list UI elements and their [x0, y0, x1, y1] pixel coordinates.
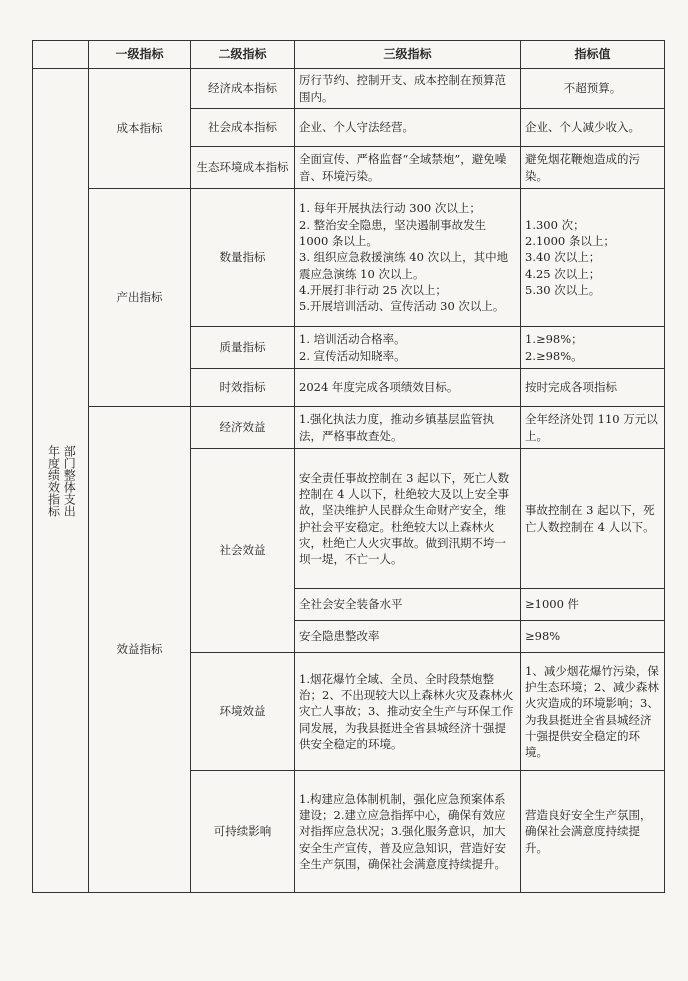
cost-social-value: 企业、个人减少收入。	[521, 109, 665, 147]
cost-social-level2: 社会成本指标	[191, 109, 295, 147]
benefit-sustain-level2: 可持续影响	[191, 771, 295, 893]
list-item: 3. 组织应急救援演练 40 次以上，其中地震应急演练 10 次以上。	[299, 250, 509, 281]
benefit-economic-level3: 1.强化执法力度，推动乡镇基层监管执法，严格事故查处。	[295, 407, 521, 449]
benefit-level1: 效益指标	[89, 407, 191, 893]
header-level1: 一级指标	[89, 41, 191, 69]
list-item: 5.30 次以上。	[525, 282, 601, 297]
list-item: 1.300 次；	[525, 217, 585, 232]
benefit-social-value: 事故控制在 3 起以下，死亡人数控制在 4 人以下。	[521, 449, 665, 589]
output-quantity-value	[521, 189, 665, 327]
output-quality-level3	[295, 327, 521, 369]
cost-eco-level2: 生态环境成本指标	[191, 147, 295, 189]
benefit-equipment-value: ≥1000 件	[521, 589, 665, 621]
list-item: 2. 宣传活动知晓率。	[299, 348, 406, 363]
output-quality-level2: 质量指标	[191, 327, 295, 369]
output-timeliness-value: 按时完成各项指标	[521, 369, 665, 407]
cost-eco-level3: 全面宣传、严格监督“全域禁炮”，避免噪音、环境污染。	[295, 147, 521, 189]
cost-eco-value: 避免烟花鞭炮造成的污染。	[521, 147, 665, 189]
benefit-sustain-level3: 1.构建应急体制机制，强化应急预案体系建设；2.建立应急指挥中心，确保有效应对指挥应急状况；3.强化服务意识，加大安全生产宣传，普及应急知识，营造好安全生产氛围，确保社会满意度持续提升。	[295, 771, 521, 893]
list-item: 1.≥98%；	[525, 332, 583, 347]
side-label-b: 年度绩效指标	[46, 444, 61, 517]
benefit-hazard-value: ≥98%	[521, 621, 665, 653]
output-timeliness-level3: 2024 年度完成各项绩效目标。	[295, 369, 521, 407]
list-item: 1. 每年开展执法行动 300 次以上；	[299, 201, 481, 216]
table-row	[33, 407, 665, 449]
list-item: 3.40 次以上；	[525, 250, 601, 265]
output-quantity-level3	[295, 189, 521, 327]
cost-economic-level3: 厉行节约、控制开支、成本控制在预算范围内。	[295, 69, 521, 109]
cost-level1: 成本指标	[89, 69, 191, 189]
header-level2: 二级指标	[191, 41, 295, 69]
header-blank	[33, 41, 89, 69]
list-item: 4.25 次以上；	[525, 266, 601, 281]
list-item: 2. 整治安全隐患，坚决遏制事故发生 1000 条以上。	[299, 217, 487, 248]
cost-economic-value: 不超预算。	[521, 69, 665, 109]
header-row	[33, 41, 665, 69]
benefit-env-value: 1、减少烟花爆竹污染，保护生态环境；2、减少森林火灾造成的环境影响；3、为我县挺进全省县城经济十强提供安全稳定的环境。	[521, 653, 665, 771]
benefit-economic-value: 全年经济处罚 110 万元以上。	[521, 407, 665, 449]
table-row	[33, 189, 665, 327]
table-row	[33, 69, 665, 109]
side-label-cell	[33, 69, 89, 893]
list-item: 1. 培训活动合格率。	[299, 332, 406, 347]
list-item: 2.1000 条以上；	[525, 234, 615, 248]
list-item: 5.开展培训活动、宣传活动 30 次以上。	[299, 299, 505, 314]
benefit-social-level2: 社会效益	[191, 449, 295, 653]
side-label-a: 部门整体支出	[62, 444, 77, 517]
list-item: 4.开展打非行动 25 次以上；	[299, 282, 447, 297]
benefit-economic-level2: 经济效益	[191, 407, 295, 449]
output-quantity-level2: 数量指标	[191, 189, 295, 327]
benefit-sustain-value: 营造良好安全生产氛围，确保社会满意度持续提升。	[521, 771, 665, 893]
performance-indicator-table	[32, 40, 665, 893]
output-quality-value	[521, 327, 665, 369]
benefit-hazard-level3: 安全隐患整改率	[295, 621, 521, 653]
benefit-env-level2: 环境效益	[191, 653, 295, 771]
cost-economic-level2: 经济成本指标	[191, 69, 295, 109]
output-level1: 产出指标	[89, 189, 191, 407]
cost-social-level3: 企业、个人守法经营。	[295, 109, 521, 147]
output-timeliness-level2: 时效指标	[191, 369, 295, 407]
header-value: 指标值	[521, 41, 665, 69]
list-item: 2.≥98%。	[525, 348, 583, 363]
benefit-equipment-level3: 全社会安全装备水平	[295, 589, 521, 621]
benefit-social-level3: 安全责任事故控制在 3 起以下，死亡人数控制在 4 人以下，杜绝较大及以上安全事故，坚决维护人民群众生命财产安全，维护社会平安稳定。杜绝较大以上森林火灾，杜绝亡人火灾事故。做到汛期不垮一坝一堤，不亡一人。	[295, 449, 521, 589]
benefit-env-level3: 1.烟花爆竹全域、全员、全时段禁炮整治；2、不出现较大以上森林火灾及森林火灾亡人事故；3、推动安全生产与环保工作同发展，为我县挺进全省县城经济十强提供安全稳定的环境。	[295, 653, 521, 771]
header-level3: 三级指标	[295, 41, 521, 69]
